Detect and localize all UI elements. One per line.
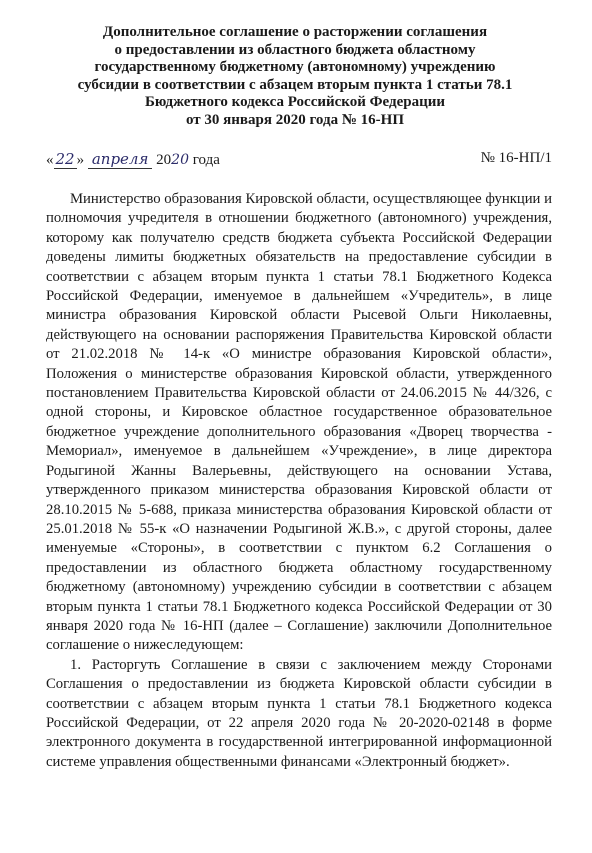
title-line: субсидии в соответствии с абзацем вторым пункта 1 статьи 78.1 xyxy=(77,76,513,93)
title-line: государственному бюджетному (автономному) учреждению xyxy=(94,59,496,76)
date-year-word: года xyxy=(189,152,220,168)
document-body xyxy=(46,190,552,772)
title-line: от 30 января 2020 года № 16-НП xyxy=(186,111,404,128)
title-line: о предоставлении из областного бюджета областному xyxy=(114,41,476,58)
agreement-date xyxy=(46,150,220,169)
preamble-paragraph: Министерство образования Кировской области, осуществляющее функции и полномочия учредителя в отношении бюджетного (автономного) учреждения, которому как получателю средств бюджета субъекта Российской Федерации доведены лимиты бюджетных обязательств на предоставление субсидии в соответствии с абзацем вторым пункта 1 статьи 78.1 Бюджетного Кодекса Российской Федерации, именуемое в дальнейшем «Учредитель», в лице министра образования Кировской области Рысевой Ольги Николаевны, действующего на основании распоряжения Правительства Кировской области от 21.02.2018 № 14-к «О министре образования Кировской области», Положения о министерстве образования Кировской области, утвержденного постановлением Правительства Кировской области от 24.06.2015 № 44/326, с одной стороны, и Кировское областное государственное образовательное бюджетное учреждение дополнительного образования «Дворец творчества - Мемориал», именуемое в дальнейшем «Учреждение», в лице директора Родыгиной Жанны Валерьевны, действующего на основании Устава, утвержденного приказом министерства образования Кировской области от 28.10.2015 № 5-688, приказа министерства образования Кировской области от 25.01.2018 № 55-к «О назначении Родыгиной Ж.В.», с другой стороны, далее именуемые «Стороны», в соответствии с пунктом 6.2 Соглашения о предоставлении из областного бюджета областному государственному бюджетному (автономному) учреждению субсидии в соответствии с абзацем вторым пункта 1 статьи 78.1 Бюджетного кодекса Российской Федерации от 30 января 2020 года № 16-НП (далее – Соглашение) заключили Дополнительное соглашение о нижеследующем: xyxy=(46,191,552,654)
date-year-suffix: 20 xyxy=(171,152,189,168)
date-year-prefix: 20 xyxy=(156,152,172,168)
date-day: 22 xyxy=(55,150,75,168)
agreement-number: № 16-НП/1 xyxy=(480,150,552,166)
open-quote: « xyxy=(46,152,54,168)
title-line: Бюджетного кодекса Российской Федерации xyxy=(144,94,445,111)
clause-1-paragraph: 1. Расторгуть Соглашение в связи с заключением между Сторонами Соглашения о предоставлении из бюджета Кировской области субсидии в соответствии с абзацем вторым пункта 1 статьи 78.1 Бюджетного кодекса Российской Федерации, от 22 апреля 2020 года № 20-2020-02148 в форме электронного документа в государственной интегрированной информационной системе управления общественными финансами «Электронный бюджет». xyxy=(46,656,552,770)
document-title xyxy=(60,24,530,130)
date-line xyxy=(46,150,552,172)
close-quote: » xyxy=(76,152,85,168)
date-month: апреля xyxy=(88,150,153,169)
title-line: Дополнительное соглашение о расторжении соглашения xyxy=(102,24,488,40)
